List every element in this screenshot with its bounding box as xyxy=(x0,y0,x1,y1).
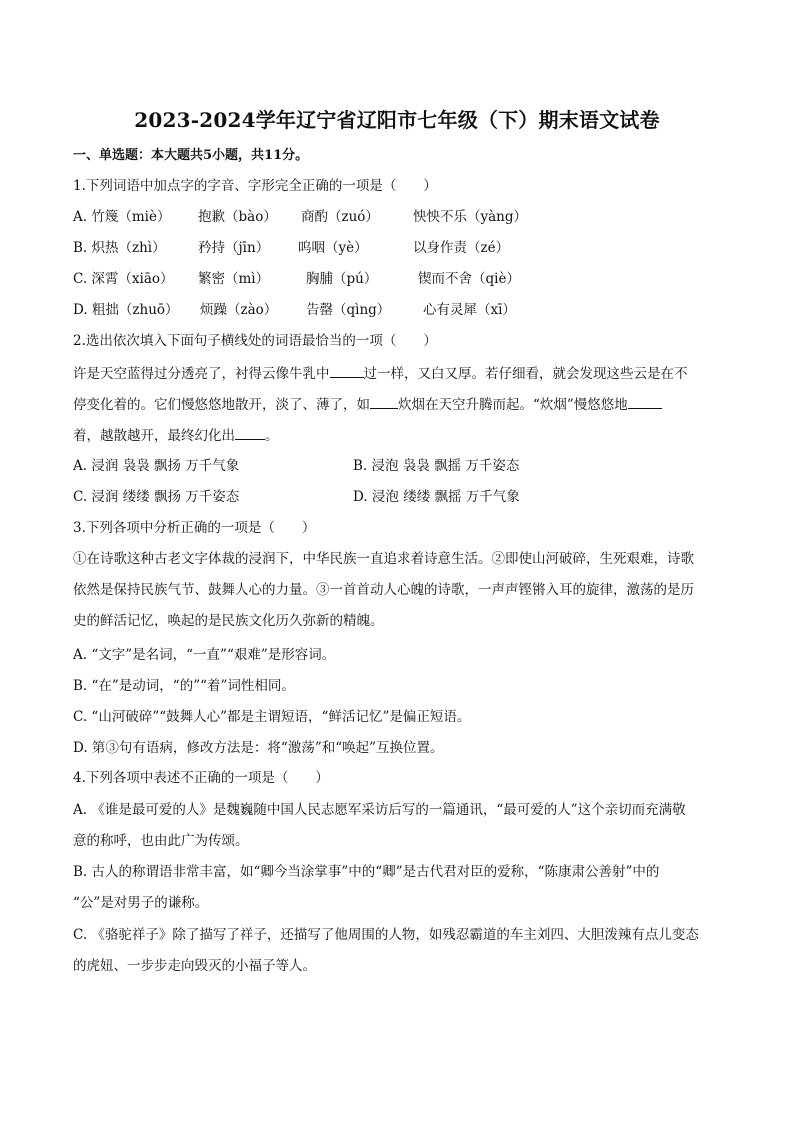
q1-b-2: 矜持（jīn） xyxy=(198,240,270,256)
q1-b-3: 呜咽（yè） xyxy=(298,240,368,256)
q2-text: 许是天空蓝得过分透亮了，衬得云像牛乳中 xyxy=(73,366,330,382)
q4-option-b-line-1: B. 古人的称谓语非常丰富，如“卿今当涂掌事”中的“卿”是古代君对臣的爱称，“陈康肃公善射”中的 xyxy=(73,864,660,880)
q1-c-4: 锲而不舍（qiè） xyxy=(418,271,520,287)
q2-text: 停变化着的。它们慢悠悠地散开，淡了、薄了，如 xyxy=(73,397,370,413)
fill-blank xyxy=(235,425,265,440)
q3-option-b: B. “在”是动词，“的”“着”词性相同。 xyxy=(73,678,295,694)
q2-text: 炊烟在天空升腾而起。“炊烟”慢悠悠地 xyxy=(398,397,628,413)
fill-blank xyxy=(628,394,662,409)
q1-c-3: 胸脯（pú） xyxy=(306,271,378,287)
q3-passage-line-3: 史的鲜活记忆，唤起的是民族文化历久弥新的精魄。 xyxy=(73,613,384,629)
q3-option-a: A. “文字”是名词，“一直”“艰难”是形容词。 xyxy=(73,647,336,663)
q2-text: 着，越散越开，最终幻化出 xyxy=(73,428,235,444)
section-heading: 一、单选题：本大题共5小题，共11分。 xyxy=(73,148,309,163)
q1-d-1: D. 粗拙（zhuō） xyxy=(73,302,179,318)
question-3-stem: 3.下列各项中分析正确的一项是（ ） xyxy=(73,520,316,536)
q4-option-b-line-2: “公”是对男子的谦称。 xyxy=(73,895,209,911)
q1-a-4: 怏怏不乐（yàng） xyxy=(413,209,528,225)
q4-option-c-line-2: 的虎妞、一步步走向毁灭的小福子等人。 xyxy=(73,958,316,974)
q4-option-a-line-2: 意的称呼，也由此广为传颂。 xyxy=(73,833,249,849)
q1-c-2: 繁密（mì） xyxy=(198,271,270,287)
question-4-stem: 4.下列各项中表述不正确的一项是（ ） xyxy=(73,770,329,786)
q3-passage-line-1: ①在诗歌这种古老文字体裁的浸润下，中华民族一直追求着诗意生活。②即使山河破碎，生死艰难，诗歌 xyxy=(73,551,694,567)
q2-passage-line-2 xyxy=(73,394,723,415)
question-2-stem: 2.选出依次填入下面句子横线处的词语最恰当的一项（ ） xyxy=(73,333,437,349)
q1-b-1: B. 炽热（zhì） xyxy=(73,240,166,256)
q1-d-2: 烦躁（zào） xyxy=(200,302,278,318)
q4-option-c-line-1: C. 《骆驼祥子》除了描写了祥子，还描写了他周围的人物，如残忍霸道的车主刘四、大胆泼辣有点儿变态 xyxy=(73,927,699,943)
q2-option-a: A. 浸润 袅袅 飘扬 万千气象 xyxy=(73,458,240,474)
question-1-stem: 1.下列词语中加点字的字音、字形完全正确的一项是（ ） xyxy=(73,178,437,194)
fill-blank xyxy=(330,363,364,378)
q3-option-c: C. “山河破碎”“鼓舞人心”都是主谓短语，“鲜活记忆”是偏正短语。 xyxy=(73,709,471,725)
q1-b-4: 以身作责（zé） xyxy=(413,240,510,256)
page-title: 2023-2024学年辽宁省辽阳市七年级（下）期末语文试卷 xyxy=(134,108,660,132)
q1-d-4: 心有灵犀（xī） xyxy=(423,302,516,318)
q2-option-c: C. 浸润 缕缕 飘扬 万千姿态 xyxy=(73,489,240,505)
q3-passage-line-2: 依然是保持民族气节、鼓舞人心的力量。③一首首动人心魄的诗歌，一声声铿锵入耳的旋律，激荡的是历 xyxy=(73,582,694,598)
q2-option-d: D. 浸泡 缕缕 飘摇 万千气象 xyxy=(353,489,520,505)
q1-a-2: 抱歉（bào） xyxy=(198,209,277,225)
fill-blank xyxy=(370,394,398,409)
q1-c-1: C. 深霄（xiāo） xyxy=(73,271,174,287)
q2-option-b: B. 浸泡 袅袅 飘摇 万千姿态 xyxy=(353,458,520,474)
q2-text: 过一样，又白又厚。若仔细看，就会发现这些云是在不 xyxy=(363,366,688,382)
q3-option-d: D. 第③句有语病，修改方法是：将“激荡”和“唤起”互换位置。 xyxy=(73,740,444,756)
q2-text: 。 xyxy=(265,428,279,444)
q2-passage-line-3 xyxy=(73,425,723,446)
q1-d-3: 告罄（qìng） xyxy=(306,302,391,318)
q2-passage-line-1 xyxy=(73,363,723,384)
q1-a-1: A. 竹篾（miè） xyxy=(73,209,171,225)
q4-option-a-line-1: A. 《谁是最可爱的人》是魏巍随中国人民志愿军采访后写的一篇通讯，“最可爱的人”这个亲切而充满敬 xyxy=(73,802,686,818)
q1-a-3: 商酌（zuó） xyxy=(301,209,379,225)
